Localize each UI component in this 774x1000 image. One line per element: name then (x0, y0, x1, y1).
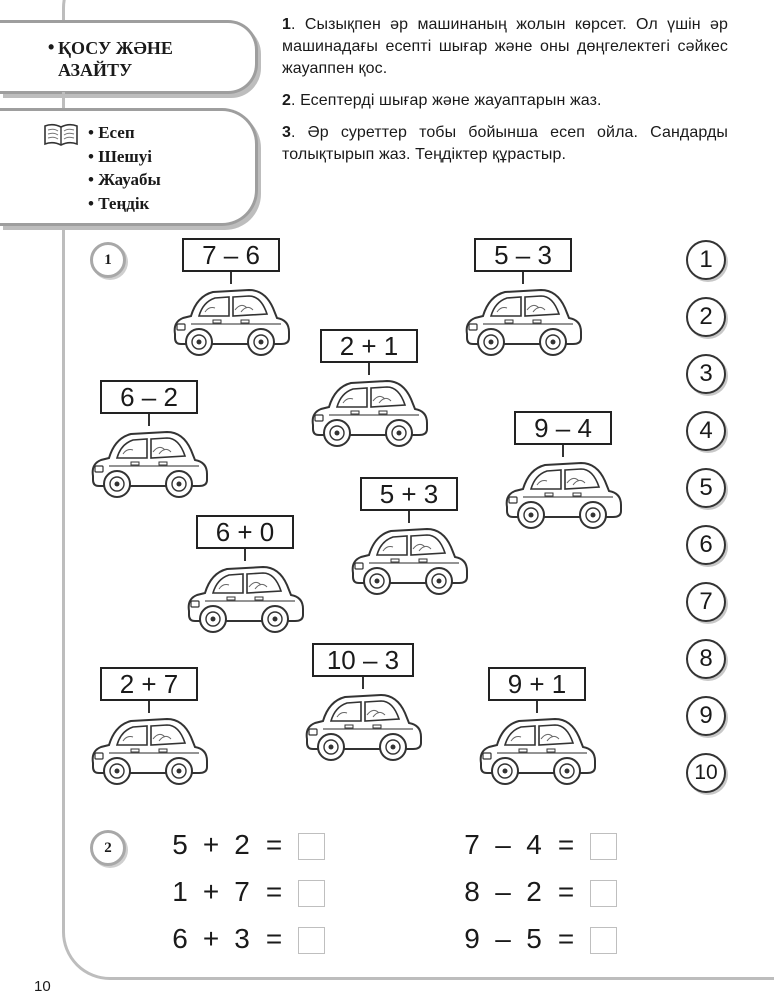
operand: 5 (526, 923, 542, 954)
topic-box (0, 20, 258, 94)
task-1-badge: 1 (90, 242, 126, 278)
operator: + (202, 829, 220, 860)
operand: 2 (526, 876, 542, 907)
car-expression-box: 9 – 4 (514, 411, 612, 445)
car-icon[interactable] (169, 278, 293, 367)
equals-sign: = (557, 876, 575, 907)
car-icon[interactable] (501, 451, 625, 540)
car-expression-box: 2 + 7 (100, 667, 198, 701)
vocab-item: • Есеп (88, 121, 161, 145)
answer-input-box[interactable] (590, 927, 617, 954)
operator: + (202, 923, 220, 954)
car-expression-box: 6 – 2 (100, 380, 198, 414)
equals-sign: = (557, 923, 575, 954)
answer-circle[interactable]: 10 (686, 753, 726, 793)
car-icon[interactable] (87, 420, 211, 509)
instruction-number: 3 (282, 124, 291, 141)
car-icon[interactable] (183, 555, 307, 644)
vocab-item: • Теңдік (88, 192, 161, 216)
answer-circle[interactable]: 1 (686, 240, 726, 280)
operand: 5 (172, 829, 188, 860)
equals-sign: = (265, 923, 283, 954)
answer-circle[interactable]: 5 (686, 468, 726, 508)
operator: + (202, 876, 220, 907)
car-icon[interactable] (347, 517, 471, 606)
answer-input-box[interactable] (298, 880, 325, 907)
car-expression-box: 7 – 6 (182, 238, 280, 272)
operator: – (495, 829, 511, 860)
topic-bullet: • (48, 37, 55, 57)
answer-circle[interactable]: 7 (686, 582, 726, 622)
instruction-2 (282, 90, 728, 112)
operand: 6 (172, 923, 188, 954)
car-expression-box: 2 + 1 (320, 329, 418, 363)
car-expression-box: 10 – 3 (312, 643, 414, 677)
topic-title: ҚОСУ ЖӘНЕ АЗАЙТУ (58, 38, 173, 80)
answer-circle[interactable]: 6 (686, 525, 726, 565)
answer-input-box[interactable] (298, 833, 325, 860)
operand: 1 (172, 876, 188, 907)
equals-sign: = (265, 829, 283, 860)
equation-row (168, 828, 325, 862)
operator: – (495, 876, 511, 907)
answer-input-box[interactable] (590, 833, 617, 860)
car-icon[interactable] (461, 278, 585, 367)
vocab-item: • Жауабы (88, 168, 161, 192)
answer-circle[interactable]: 4 (686, 411, 726, 451)
equation-row (168, 875, 325, 909)
instructions (282, 14, 728, 176)
open-book-icon (44, 123, 78, 147)
car-icon[interactable] (87, 707, 211, 796)
car-expression-box: 5 + 3 (360, 477, 458, 511)
vocabulary-box (0, 108, 258, 226)
equation-row (168, 922, 325, 956)
vocabulary-list (88, 121, 161, 215)
operand: 3 (234, 923, 250, 954)
answer-input-box[interactable] (590, 880, 617, 907)
car-expression-box: 9 + 1 (488, 667, 586, 701)
operator: – (495, 923, 511, 954)
operand: 4 (526, 829, 542, 860)
equation-row (460, 875, 617, 909)
equation-row (460, 828, 617, 862)
answer-circle[interactable]: 8 (686, 639, 726, 679)
instruction-number: 2 (282, 92, 291, 109)
car-icon[interactable] (301, 683, 425, 772)
page-number: 10 (34, 978, 51, 995)
answer-circle[interactable]: 2 (686, 297, 726, 337)
car-icon[interactable] (307, 369, 431, 458)
operand: 8 (464, 876, 480, 907)
answer-circle[interactable]: 9 (686, 696, 726, 736)
equation-row (460, 922, 617, 956)
task-2-badge: 2 (90, 830, 126, 866)
instruction-number: 1 (282, 16, 291, 33)
instruction-text: . Әр суреттер тобы бойынша есеп ойла. Сандарды толықтырып жаз. Теңдіктер құрастыр. (282, 124, 728, 163)
instruction-text: . Сызықпен әр машинаның жолын көрсет. Ол үшін әр машинадағы есепті шығар және оны дөңгелектегі сәйкес жауаппен қос. (282, 16, 728, 77)
answer-input-box[interactable] (298, 927, 325, 954)
instruction-1 (282, 14, 728, 80)
instruction-3 (282, 122, 728, 166)
vocab-item: • Шешуі (88, 145, 161, 169)
operand: 2 (234, 829, 250, 860)
equals-sign: = (265, 876, 283, 907)
car-icon[interactable] (475, 707, 599, 796)
car-expression-box: 5 – 3 (474, 238, 572, 272)
operand: 9 (464, 923, 480, 954)
instruction-text: . Есептерді шығар және жауаптарын жаз. (291, 92, 602, 109)
answer-circle[interactable]: 3 (686, 354, 726, 394)
equals-sign: = (557, 829, 575, 860)
operand: 7 (234, 876, 250, 907)
car-expression-box: 6 + 0 (196, 515, 294, 549)
operand: 7 (464, 829, 480, 860)
